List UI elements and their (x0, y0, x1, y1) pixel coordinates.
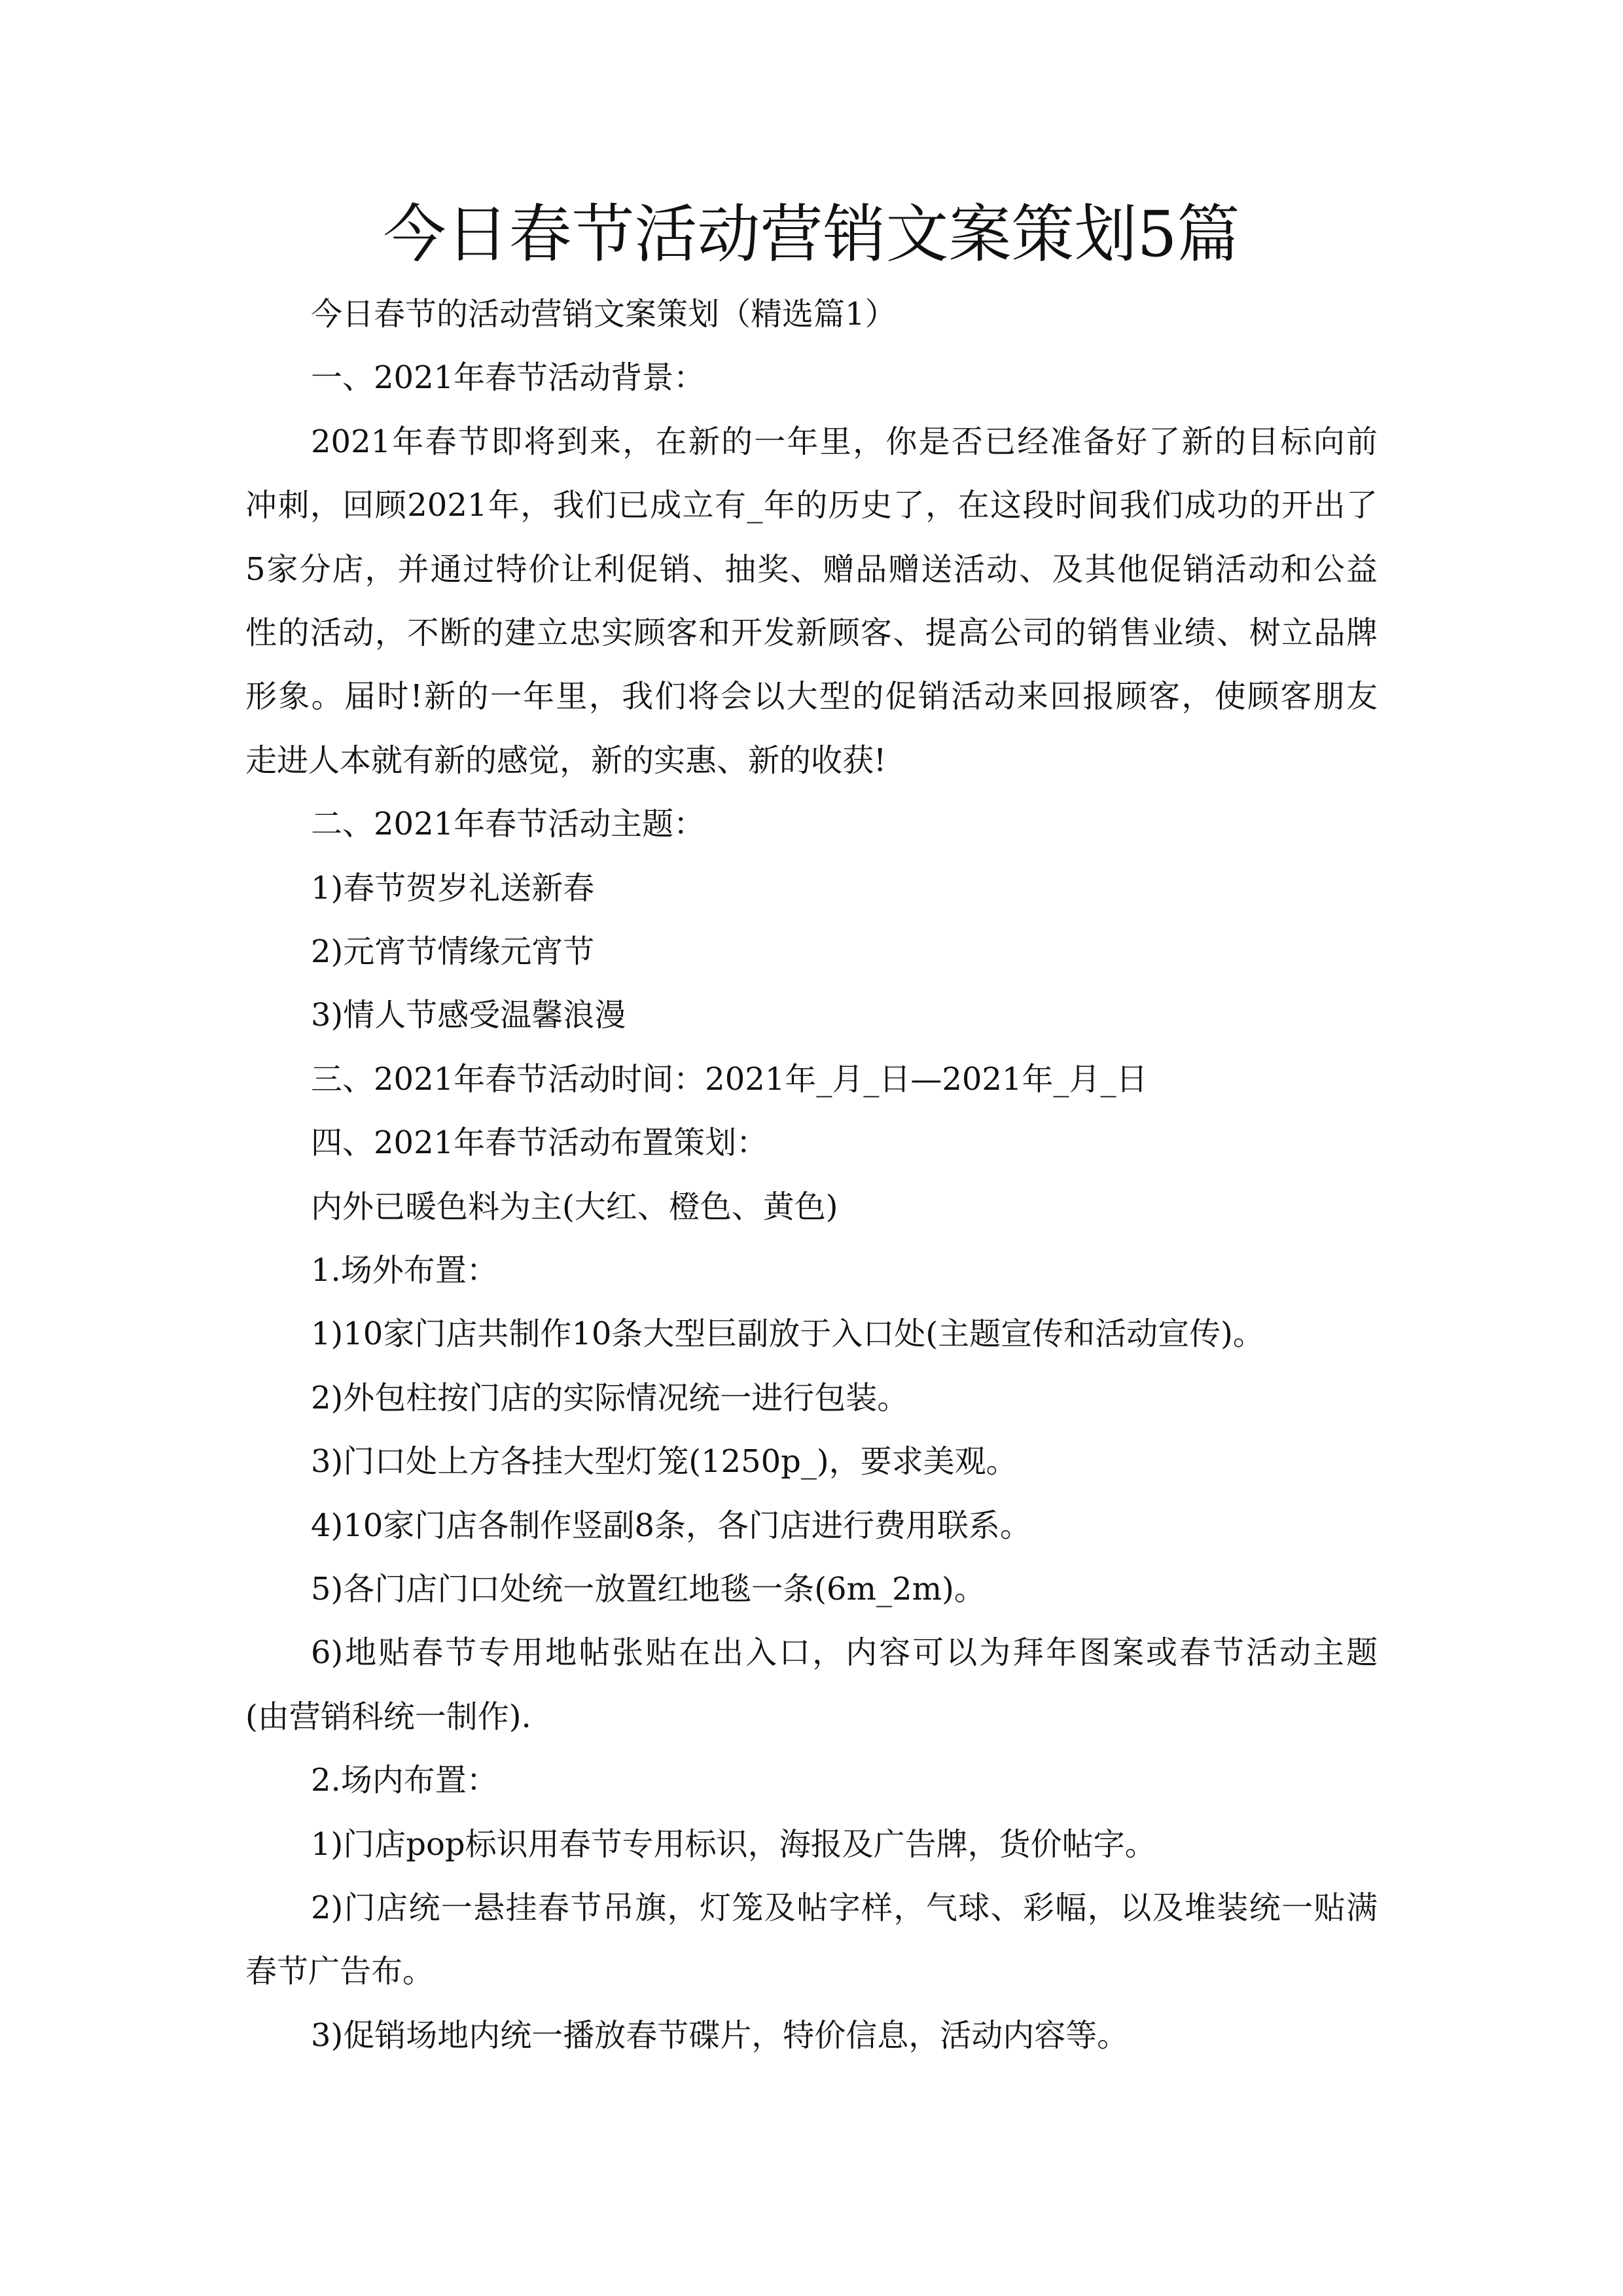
text-line: 2)门店统一悬挂春节吊旗，灯笼及帖字样，气球、彩幅，以及堆装统一贴满 (311, 1890, 1378, 1926)
text-line: 6)地贴春节专用地帖张贴在出入口，内容可以为拜年图案或春节活动主题 (311, 1634, 1378, 1672)
text-line: 内外已暖色料为主(大红、橙色、黄色) (311, 1188, 838, 1225)
text-line: 3)门口处上方各挂大型灯笼(1250p_)，要求美观。 (311, 1443, 1018, 1480)
text-line: 2)元宵节情缘元宵节 (311, 933, 595, 970)
text-line: 1.场外布置： (311, 1252, 498, 1289)
text-line: 3)情人节感受温馨浪漫 (311, 997, 626, 1034)
text-line: 一、2021年春节活动背景： (311, 359, 705, 397)
text-line: 二、2021年春节活动主题： (311, 806, 705, 843)
text-line: 1)10家门店共制作10条大型巨副放于入口处(主题宣传和活动宣传)。 (311, 1316, 1264, 1353)
document-title: 今日春节活动营销文案策划5篇 (383, 198, 1240, 271)
text-line: (由营销科统一制作). (245, 1698, 531, 1735)
text-line: 5家分店，并通过特价让利促销、抽奖、赠品赠送活动、及其他促销活动和公益 (245, 550, 1378, 588)
text-line: 形象。届时!新的一年里，我们将会以大型的促销活动来回报顾客，使顾客朋友 (245, 678, 1378, 715)
text-line: 5)各门店门口处统一放置红地毯一条(6m_2m)。 (311, 1571, 986, 1607)
text-line: 1)门店pop标识用春节专用标识，海报及广告牌，货价帖字。 (311, 1825, 1156, 1863)
text-line: 性的活动，不断的建立忠实顾客和开发新顾客、提高公司的销售业绩、树立品牌 (245, 615, 1378, 651)
text-line: 四、2021年春节活动布置策划： (311, 1124, 768, 1162)
text-line: 4)10家门店各制作竖副8条，各门店进行费用联系。 (311, 1507, 1031, 1544)
text-line: 2.场内布置： (311, 1762, 498, 1799)
text-line: 冲刺，回顾2021年，我们已成立有_年的历史了，在这段时间我们成功的开出了 (245, 487, 1378, 524)
text-line: 三、2021年春节活动时间：2021年_月_日—2021年_月_日 (311, 1060, 1148, 1098)
text-line: 3)促销场地内统一播放春节碟片，特价信息，活动内容等。 (311, 2017, 1129, 2054)
text-line: 走进人本就有新的感觉，新的实惠、新的收获! (245, 742, 887, 779)
text-line: 2021年春节即将到来，在新的一年里，你是否已经准备好了新的目标向前 (311, 423, 1378, 460)
text-line: 今日春节的活动营销文案策划（精选篇1） (311, 296, 897, 332)
text-line: 2)外包柱按门店的实际情况统一进行包装。 (311, 1379, 909, 1416)
text-line: 春节广告布。 (245, 1953, 435, 1990)
text-line: 1)春节贺岁礼送新春 (311, 869, 595, 906)
